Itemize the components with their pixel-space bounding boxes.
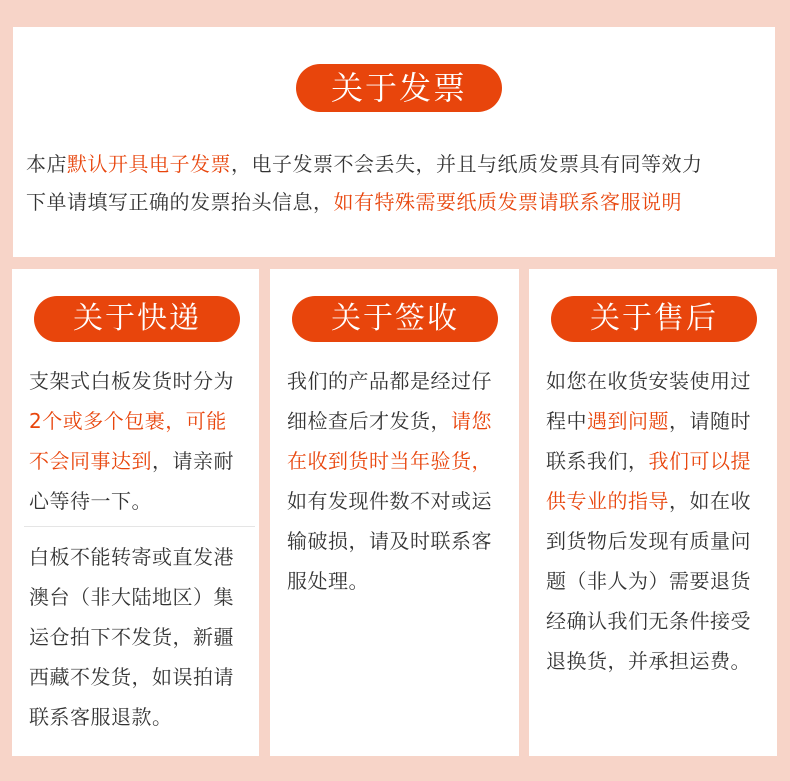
text-run: 题（非人为）需要退货 [546,569,751,593]
text-line [29,657,259,697]
text-line [287,401,517,441]
text-run: 我们的产品都是经过仔 [287,369,492,393]
text-run: ，请随时 [669,409,751,433]
highlight-text: 如有特殊需要纸质发票请联系客服说明 [333,190,682,214]
text-line [546,601,776,641]
highlight-text: 默认开具电子发票 [67,152,231,176]
delivery-text-b [29,537,259,737]
text-line [29,481,259,521]
text-run: 心等待一下。 [29,489,152,513]
text-line [29,441,259,481]
highlight-text: 我们可以提 [648,449,751,473]
text-run: 下单请填写正确的发票抬头信息， [26,190,334,214]
signing-panel [270,269,519,756]
text-run: 输破损，请及时联系客 [287,529,492,553]
invoice-title: 关于发票 [296,64,502,112]
text-line [29,617,259,657]
highlight-text: 2个或多个包裹，可能 [29,409,227,433]
divider [24,526,255,527]
text-line [29,537,259,577]
aftersales-panel [529,269,777,756]
text-line [29,401,259,441]
text-line [546,441,776,481]
text-run: 联系我们， [546,449,649,473]
text-line [287,441,517,481]
text-run: 联系客服退款。 [29,705,173,729]
text-run: 退换货，并承担运费。 [546,649,751,673]
highlight-text: 遇到问题 [587,409,669,433]
text-run: 经确认我们无条件接受 [546,609,751,633]
invoice-line-1 [26,149,703,179]
text-run: 本店 [26,152,67,176]
aftersales-text [546,361,776,681]
invoice-line-2 [26,187,682,217]
text-run: 运仓拍下不发货，新疆 [29,625,234,649]
text-line [546,521,776,561]
highlight-text: 请您 [451,409,492,433]
text-line [29,361,259,401]
text-line [546,641,776,681]
text-run: 白板不能转寄或直发港 [29,545,234,569]
text-line [546,481,776,521]
text-line [29,697,259,737]
text-line [287,361,517,401]
text-line [546,561,776,601]
text-run: 澳台（非大陆地区）集 [29,585,234,609]
delivery-panel [12,269,259,756]
delivery-title: 关于快递 [34,296,240,342]
text-line [546,401,776,441]
text-line [546,361,776,401]
text-run: 程中 [546,409,587,433]
text-run: 如有发现件数不对或运 [287,489,492,513]
highlight-text: 供专业的指导 [546,489,669,513]
text-run: ，请亲耐 [152,449,234,473]
highlight-text: 在收到货时当年验货， [287,449,492,473]
text-run: ，如在收 [669,489,751,513]
text-run: 服处理。 [287,569,369,593]
text-line [287,481,517,521]
text-run: ，电子发票不会丢失，并且与纸质发票具有同等效力 [231,152,703,176]
highlight-text: 不会同事达到 [29,449,152,473]
text-line [287,561,517,601]
text-run: 如您在收货安装使用过 [546,369,751,393]
text-line [29,577,259,617]
text-line [287,521,517,561]
invoice-panel [13,27,775,257]
text-run: 细检查后才发货， [287,409,451,433]
text-run: 支架式白板发货时分为 [29,369,234,393]
signing-text [287,361,517,601]
text-run: 到货物后发现有质量问 [546,529,751,553]
text-run: 西藏不发货，如误拍请 [29,665,234,689]
aftersales-title: 关于售后 [551,296,757,342]
signing-title: 关于签收 [292,296,498,342]
delivery-text-a [29,361,259,521]
